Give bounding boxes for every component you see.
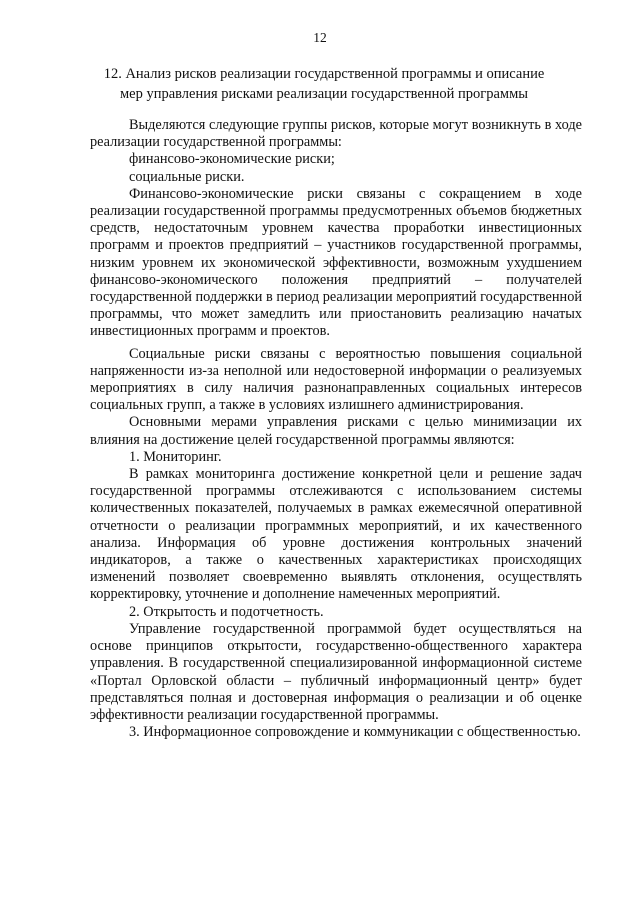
paragraph-openness-title: 2. Открытость и подотчетность. [129,603,324,620]
document-body [90,117,582,741]
paragraph-monitoring: В рамках мониторинга достижение конкретной цели и решение задач государственной программы отслеживаются с использованием системы количественных показателей, получаемых в рамках ежемесячной оперативной отчетности о реализации программных мероприятий, и их качественного анализа. Информация об уровне достижения контрольных значений индикаторов, а также о качественных характеристиках происходящих изменений позволяет своевременно выявлять отклонения, осуществлять корректировку, уточнение и дополнение намеченных мероприятий. [90,466,582,603]
paragraph-risk-social: социальные риски. [129,168,245,185]
paragraph-social-risks: Социальные риски связаны с вероятностью повышения социальной напряженности из-за неполной или недостоверной информации о реализуемых мероприятиях в силу наличия разнонаправленных социальных интересов социальных групп, а также в условиях излишнего администрирования. [90,345,582,414]
section-heading: 12. Анализ рисков реализации государственной программы и описание мер управления рисками реализации государственной программы [103,66,545,102]
paragraph-monitoring-title: 1. Мониторинг. [129,448,222,465]
paragraph-financial-risks: Финансово-экономические риски связаны с сокращением в ходе реализации государственной программы предусмотренных объемов бюджетных средств, недостаточным уровнем качества проработки инвестиционных программ и проектов предприятий – участников государственной программы, низким уровнем их экономической эффективности, возможным ухудшением финансово-экономического положения предприятий – получателей государственной поддержки в период реализации мероприятий государственной программы, что может замедлить или приостановить реализацию начатых инвестиционных программ и проектов. [90,185,582,340]
paragraph-risk-measures-intro: Основными мерами управления рисками с целью минимизации их влияния на достижение целей государственной программы являются: [90,414,582,448]
paragraph-risk-financial: финансово-экономические риски; [129,151,335,168]
paragraph-openness: Управление государственной программой будет осуществляться на основе принципов открытости, государственно-общественного характера управления. В государственной специализированной информационной системе «Портал Орловской области – публичный информационный центр» будет представляться полная и достоверная информация о реализации и об оценке эффективности реализации государственной программы. [90,620,582,723]
paragraph-risk-groups-intro: Выделяются следующие группы рисков, которые могут возникнуть в ходе реализации государственной программы: [90,117,582,151]
paragraph-information-support: 3. Информационное сопровождение и коммуникации с общественностью. [129,724,581,741]
page-number: 12 [313,30,327,45]
